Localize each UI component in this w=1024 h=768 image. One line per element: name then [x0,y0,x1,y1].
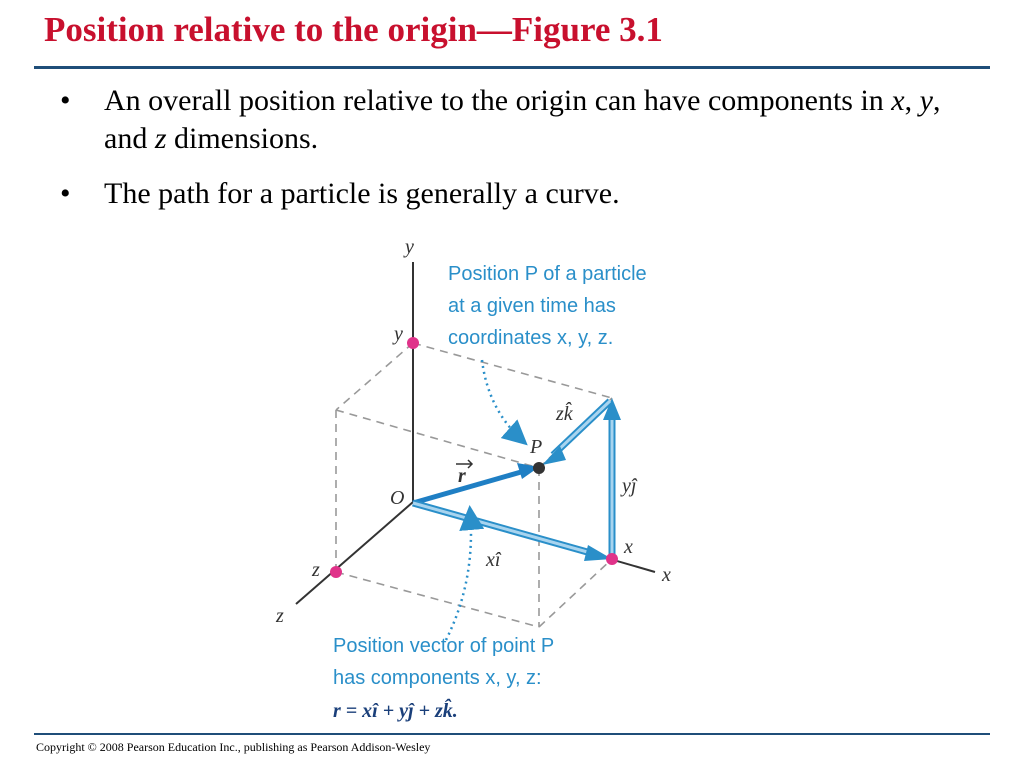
point-p [533,462,545,474]
zk-vector-label: zk̂ [556,403,573,425]
y-point-label: y [394,323,403,345]
caption-top-line-2: at a given time has [448,295,616,317]
bullet-marker: • [60,84,71,117]
vector-yj [603,398,621,557]
callout-arrow-top [482,360,524,442]
yj-vector-label: yĵ [622,475,637,497]
caption-top-line-1: Position P of a particle [448,263,647,285]
vector-xi [413,503,612,561]
bullet-1-part: , [904,84,920,117]
bullet-2-text: The path for a particle is generally a curve. [104,177,620,210]
z-coordinate-point [330,566,342,578]
caption-bottom-line-1: Position vector of point P [333,635,555,657]
xi-vector-label: xî [486,549,501,571]
caption-bottom-equation: r = xî + yĵ + zk̂. [333,700,458,722]
caption-bottom-line-2: has components x, y, z: [333,667,542,689]
vector-r [413,463,539,503]
origin-label: O [390,487,405,509]
y-coordinate-point [407,337,419,349]
bullet-1-x: x [891,84,905,117]
bullet-1-part: An overall position relative to the origin can have components in [104,84,892,117]
bullet-1-y: y [919,84,933,117]
z-axis-label: z [276,605,284,627]
x-point-label: x [624,536,633,558]
bullet-1-z: z [154,122,167,155]
bullet-marker: • [60,177,71,210]
r-vector-label: r [458,465,466,487]
callout-arrow-bottom [446,510,471,640]
z-point-label: z [312,559,320,581]
p-point-label: P [530,436,543,458]
y-axis-label: y [405,236,414,258]
bullet-1-part: dimensions. [166,122,319,155]
x-coordinate-point [606,553,618,565]
vector-zk [542,401,610,465]
copyright-footer: Copyright © 2008 Pearson Education Inc., publishing as Pearson Addison-Wesley [36,740,431,754]
slide-title: Position relative to the origin—Figure 3.1 [44,10,663,49]
x-axis-label: x [662,564,671,586]
footer-divider [34,733,990,735]
caption-top-line-3: coordinates x, y, z. [448,327,614,349]
bullet-1-part: , and [104,84,941,155]
